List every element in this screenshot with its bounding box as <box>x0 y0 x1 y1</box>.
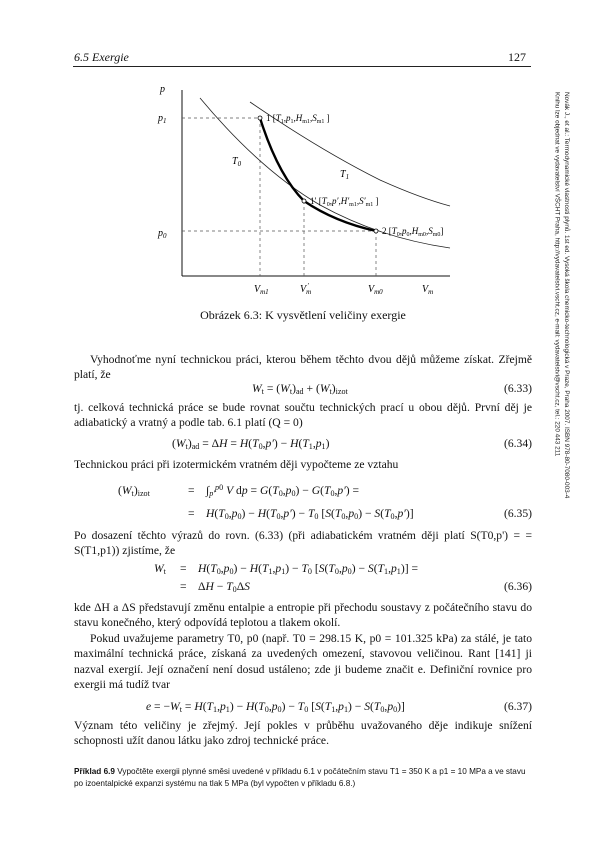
exergy-diagram <box>150 80 490 300</box>
eq-number-6-33: (6.33) <box>503 382 532 395</box>
x-tick-vm-prime: $V_m'$ <box>300 282 312 296</box>
x-tick-vm1: $V_{m1}$ <box>254 284 269 296</box>
state-1-prime <box>302 199 306 203</box>
side-note-text <box>552 92 571 498</box>
eq-number-6-35: (6.35) <box>503 507 532 520</box>
x-tick-vm0: $V_{m0}$ <box>368 284 383 296</box>
x-axis-label: $V_m$ <box>422 284 434 296</box>
paragraph-5: kde ΔH a ΔS představují změnu entalpie a entropie při přechodu soustavy z počátečního stavu do stavu konečného, který odpovídá teplotou a tlakem okolí. <box>74 601 532 630</box>
label-t0: $T_0$ <box>232 156 242 168</box>
process-path <box>260 118 379 231</box>
paragraph-1: Vyhodnoťme nyní technickou práci, kterou během těchto dvou dějů můžeme získat. Zřejmě platí, že <box>74 353 532 382</box>
paragraph-3: Technickou práci při izotermickém vratném ději vypočteme ze vztahu <box>74 458 399 471</box>
page-number: 127 <box>508 50 526 64</box>
paragraph-7: Význam této veličiny je zřejmý. Její pokles v průběhu uvažovaného děje indikuje snížení schopnosti užít danou látku jako zdroj technické práce. <box>74 719 532 748</box>
example-label: Příklad 6.9 <box>74 767 115 776</box>
eq-number-6-36: (6.36) <box>503 580 532 593</box>
side-note-line-2: Knihu lze objednat ve vydavatelství VŠCHT Praha, http://vydavatelstvi.vscht.cz, e-mail: vydavatelstvi@vscht.cz, tel.: 220 443 211 <box>553 92 561 457</box>
side-note <box>552 92 578 632</box>
y-tick-p1: $p_1$ <box>158 113 167 125</box>
y-tick-p0: $p_0$ <box>158 228 167 240</box>
state-1 <box>258 116 262 120</box>
y-axis-label: p <box>160 84 165 95</box>
state-2 <box>374 229 378 233</box>
paragraph-6: Pokud uvažujeme parametry T0, p0 (např. T0 = 298.15 K, p0 = 101.325 kPa) za stálé, je tato maximální technická práce, získaná za uvedených omezení, stavovou veličinou. Rant [141] ji nazval exergií. Její označení není dosud ustáleno; zde ji budeme značit e. Definiční rovnice pro exergii má tudíž tvar <box>74 632 532 691</box>
label-state-1-prime: 1′ [$T_0,p',H'_{m1},S'_{m1}$ ] <box>310 196 379 208</box>
paragraph-2: tj. celková technická práce se bude rovnat součtu technických prací u obou dějů. První děj je adiabatický a vratný a podle tab. 6.1 platí (Q = 0) <box>74 401 532 430</box>
label-t1: $T_1$ <box>340 169 350 181</box>
eq-number-6-34: (6.34) <box>503 437 532 450</box>
header-rule <box>73 66 531 67</box>
eq-number-6-37: (6.37) <box>503 700 532 713</box>
side-note-line-1: Novák J., et al.: Termodynamické vlastnosti plynů. 1st ed. Vysoká škola chemicko-technologická v Praze, Praha 2007. ISBN 978-80-7080-003-4 <box>563 92 570 499</box>
example-text: Vypočtěte exergii plynné směsi uvedené v příkladu 6.1 v počátečním stavu T1 = 350 K a p1 = 10 MPa a ve stavu po izoentalpické expanzi systému na tlak 5 MPa (byl vypočten v příkladu 6.8.) <box>74 767 526 788</box>
paragraph-4: Po dosazení těchto výrazů do rovn. (6.33) (při adiabatickém vratném ději platí S(T0,p') = = S(T1,p1)) zjistíme, že <box>74 529 532 558</box>
label-state-1: 1 [$T_1,p_1,H_{m1},S_{m1}$ ] <box>266 113 330 125</box>
section-header: 6.5 Exergie <box>74 50 129 64</box>
label-state-2: 2 $[T_0,p_0,H_{m0},S_{m0}]$ <box>382 226 444 238</box>
example-6-9 <box>74 766 532 790</box>
figure-caption: Obrázek 6.3: K vysvětlení veličiny exergie <box>200 308 406 322</box>
